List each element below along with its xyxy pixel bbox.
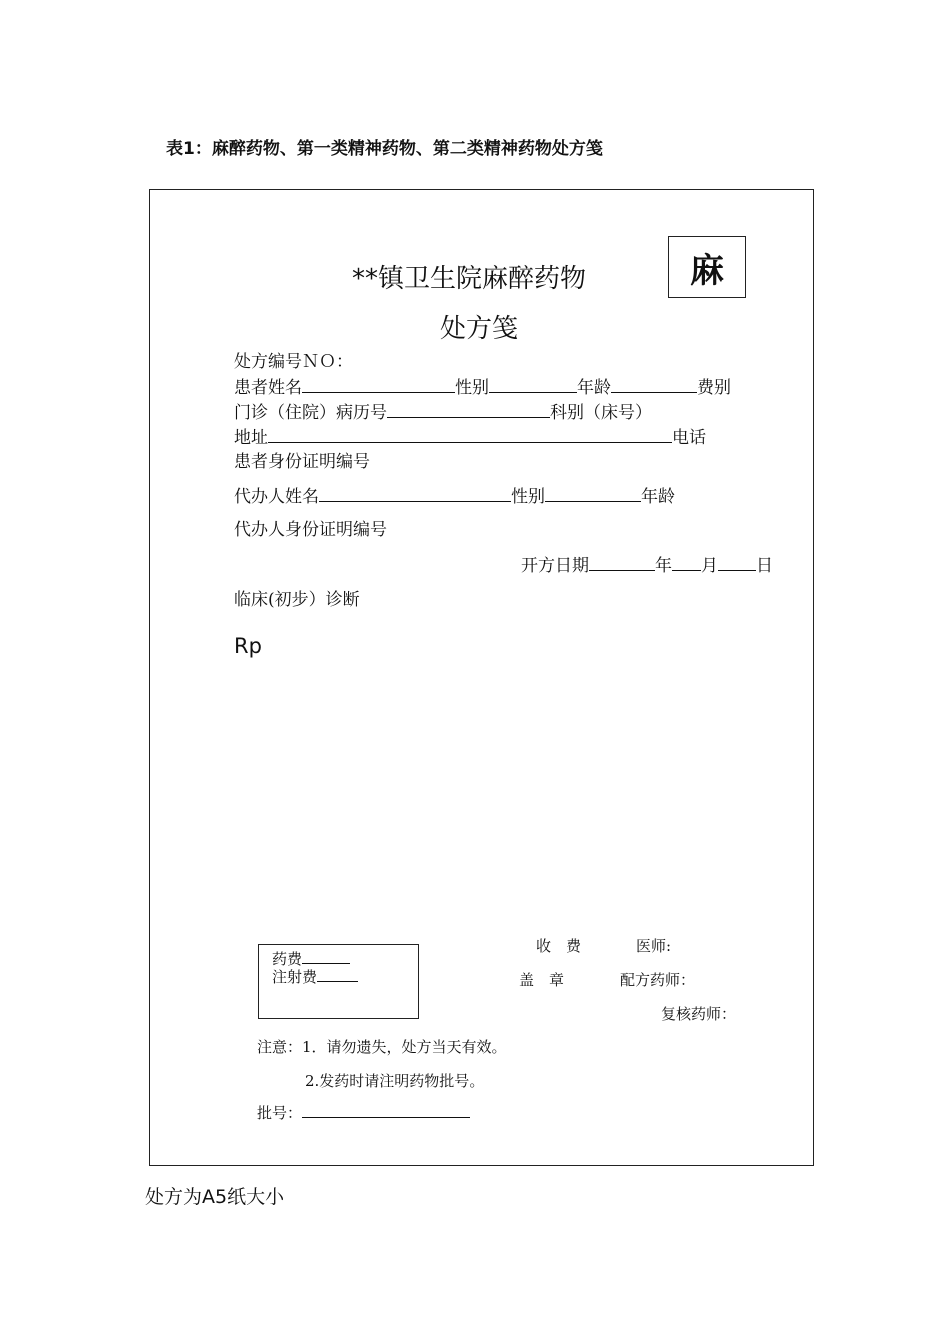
rx-number-label: 处方编号ＮＯ： <box>234 352 353 372</box>
address-label: 地址 <box>234 428 268 448</box>
agent-name-field[interactable] <box>319 485 511 502</box>
agent-name-label: 代办人姓名 <box>234 487 319 507</box>
note-label: 注意： <box>257 1038 303 1056</box>
drug-fee-field[interactable] <box>302 950 350 964</box>
day-label: 日 <box>756 556 773 576</box>
gender-label: 性别 <box>455 378 489 398</box>
note-row-1 <box>257 1036 507 1057</box>
patient-name-label: 患者姓名 <box>234 378 302 398</box>
date-label: 开方日期 <box>521 556 589 576</box>
batch-label: 批号： <box>257 1104 303 1122</box>
injection-fee-label: 注射费 <box>272 968 318 986</box>
date-month-field[interactable] <box>672 554 701 571</box>
category-mark: 麻 <box>690 250 724 291</box>
drug-fee-label: 药费 <box>272 950 303 968</box>
address-row <box>234 426 706 449</box>
month-label: 月 <box>701 556 718 576</box>
year-label: 年 <box>655 556 672 576</box>
gender-field[interactable] <box>489 376 577 393</box>
patient-info-row <box>234 376 731 399</box>
patient-id-label: 患者身份证明编号 <box>234 452 370 472</box>
drug-fee-row <box>272 950 350 968</box>
agent-id-row <box>234 519 387 541</box>
form-title: **镇卫生院麻醉药物 <box>352 264 587 294</box>
agent-gender-label: 性别 <box>511 487 545 507</box>
charge-label: 收 费 <box>536 937 582 955</box>
agent-age-label: 年龄 <box>641 487 675 507</box>
age-label: 年龄 <box>577 378 611 398</box>
date-day-field[interactable] <box>718 554 756 571</box>
review-pharmacist-label: 复核药师： <box>661 1005 737 1023</box>
diagnosis-row <box>234 589 360 611</box>
patient-name-field[interactable] <box>302 376 455 393</box>
date-year-field[interactable] <box>589 554 655 571</box>
phone-label: 电话 <box>672 428 706 448</box>
address-field[interactable] <box>268 426 672 443</box>
footer-note: 处方为A5纸大小 <box>145 1186 285 1208</box>
patient-id-row <box>234 451 370 473</box>
agent-row <box>234 485 675 508</box>
fee-type-label: 费别 <box>697 378 731 398</box>
stamp-label: 盖 章 <box>519 971 565 989</box>
table-caption: 表1：麻醉药物、第一类精神药物、第二类精神药物处方笺 <box>166 139 603 159</box>
age-field[interactable] <box>611 376 697 393</box>
rp-label: Rp <box>234 634 262 658</box>
injection-fee-row <box>272 968 358 986</box>
fee-box <box>258 944 419 1019</box>
note-1: 1．请勿遗失，处方当天有效。 <box>302 1038 507 1056</box>
form-subtitle: 处方笺 <box>440 314 519 344</box>
record-no-field[interactable] <box>387 401 550 418</box>
diagnosis-label: 临床(初步）诊断 <box>234 590 360 610</box>
batch-field[interactable] <box>302 1103 470 1118</box>
agent-id-label: 代办人身份证明编号 <box>234 520 387 540</box>
record-row <box>234 401 652 424</box>
agent-gender-field[interactable] <box>545 485 641 502</box>
doctor-label: 医师: <box>636 937 672 955</box>
batch-row <box>257 1102 470 1123</box>
note-2: 2.发药时请注明药物批号。 <box>305 1072 485 1090</box>
category-mark-box <box>668 236 746 298</box>
dispense-pharmacist-label: 配方药师： <box>620 971 696 989</box>
dept-label: 科别（床号） <box>550 403 652 423</box>
record-no-label: 门诊（住院）病历号 <box>234 403 387 423</box>
date-row <box>521 554 773 577</box>
injection-fee-field[interactable] <box>317 968 358 982</box>
rx-number-row <box>234 351 353 373</box>
